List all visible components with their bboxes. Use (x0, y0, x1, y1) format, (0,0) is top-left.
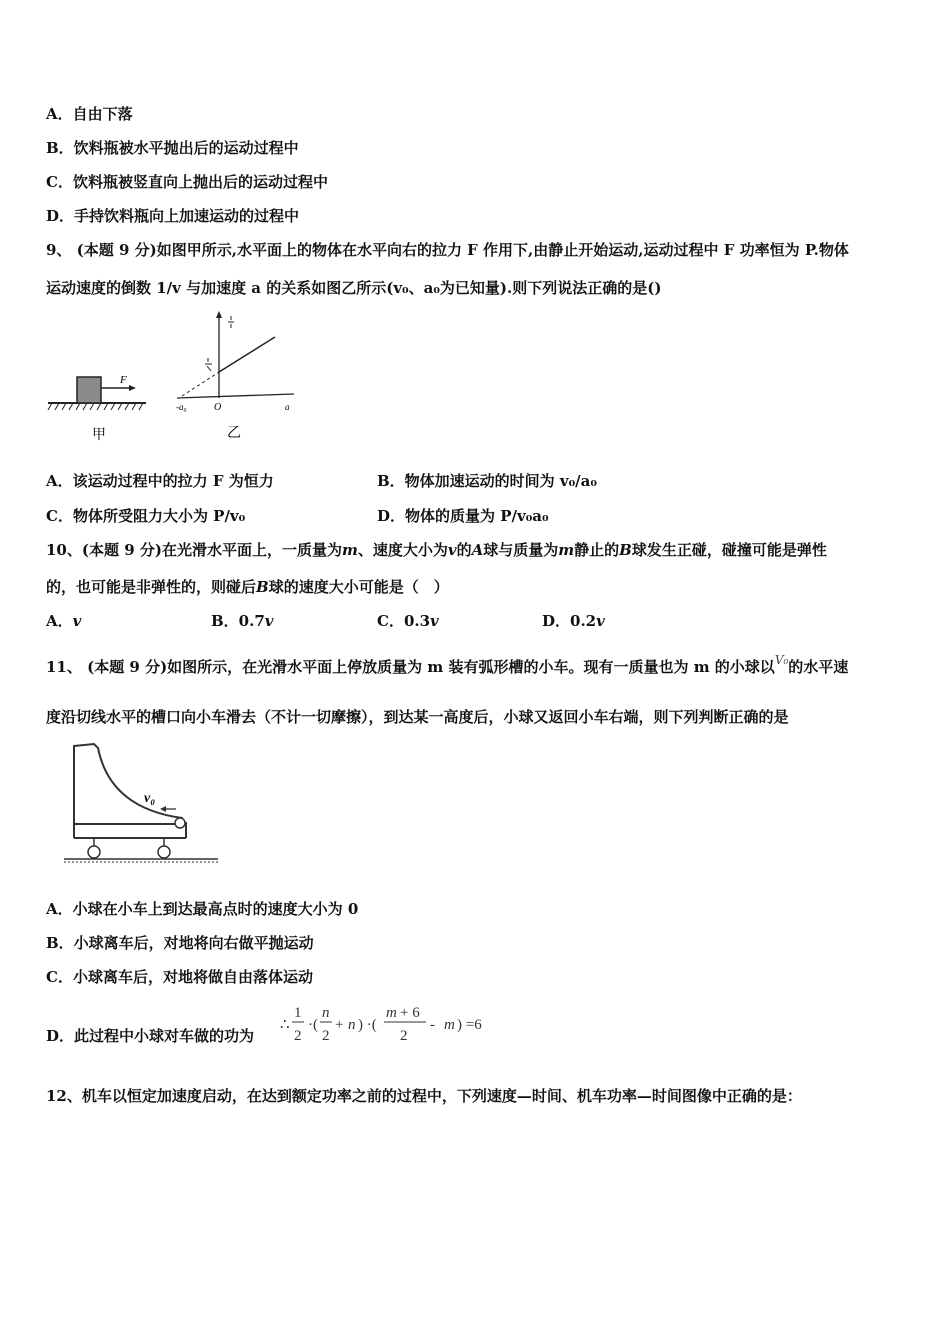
svg-text:2: 2 (400, 1028, 408, 1044)
fig-jia-caption: 甲 (92, 428, 106, 443)
q9-option-a: A．该运动过程中的拉力 F 为恒力 (46, 472, 274, 490)
q10-var-v: v (447, 541, 457, 559)
q10-var-B: B (619, 541, 632, 559)
svg-text:) =6: ) =6 (457, 1017, 482, 1033)
q10-option-a (46, 610, 81, 631)
q10-text-1: 10、(本题 9 分)在光滑水平面上，一质量为 (46, 541, 342, 559)
q11-option-a: A．小球在小车上到达最高点时的速度大小为 0 (46, 900, 359, 918)
q11-var-v0: V₀ (774, 653, 789, 667)
fig-yi-caption: 乙 (227, 426, 241, 441)
svg-text:1: 1 (294, 1005, 302, 1021)
a-axis-label: a (285, 402, 290, 412)
svg-text:+ 6: + 6 (400, 1005, 420, 1021)
v0-label: v₀ (144, 791, 156, 806)
svg-text:·(: ·( (308, 1017, 318, 1033)
q11-option-c: C．小球离车后，对地将做自由落体运动 (46, 968, 313, 986)
q9-option-d: D．物体的质量为 P/v₀a₀ (377, 507, 549, 525)
q10-opt-c-var: v (430, 612, 439, 630)
svg-text:n: n (322, 1005, 330, 1021)
ball-shape (175, 818, 185, 828)
svg-text:∴: ∴ (280, 1017, 290, 1033)
svg-text:m: m (444, 1017, 455, 1033)
svg-text:+: + (335, 1017, 344, 1033)
q8-option-d: D．手持饮料瓶向上加速运动的过程中 (46, 207, 300, 225)
q10-option-d (542, 610, 605, 631)
q10-option-b (211, 610, 274, 631)
q10-stem-line2 (46, 576, 449, 597)
q10-opt-a-label: A． (46, 612, 73, 630)
svg-text:2: 2 (322, 1028, 330, 1044)
q10-opt-c-label: C．0.3 (377, 612, 431, 630)
q10-var-A: A (471, 541, 484, 559)
q11-cart-figure (62, 738, 222, 866)
q10-var-m: m (341, 541, 358, 559)
q8-option-a: A．自由下落 (46, 105, 133, 123)
q10-text-7: 的，也可能是非弹性的，则碰后 (46, 578, 257, 596)
q10-text-6: 球发生正碰，碰撞可能是弹性 (631, 541, 827, 559)
force-label: F (120, 374, 127, 386)
svg-text:n: n (348, 1017, 356, 1033)
q11-text-2: 的水平速 (788, 658, 849, 676)
svg-text:2: 2 (294, 1028, 302, 1044)
q10-stem-line1 (46, 539, 827, 560)
q10-opt-d-var: v (596, 612, 605, 630)
q10-opt-d-label: D．0.2 (542, 612, 597, 630)
q10-opt-b-var: v (264, 612, 274, 630)
q10-opt-b-label: B．0.7 (211, 612, 265, 630)
q11-stem-line2: 度沿切线水平的槽口向小车滑去（不计一切摩擦），到达某一高度后，小球又返回小车右端，则下列判断正确的是 (46, 708, 789, 726)
q10-var-m2: m (558, 541, 575, 559)
q9-figure-yi (172, 310, 307, 445)
q10-text-3: 的 (456, 541, 472, 559)
q11-formula (278, 1000, 498, 1050)
origin-label: O (214, 402, 222, 413)
q10-option-c (377, 610, 439, 631)
block-shape (77, 377, 101, 403)
q9-option-b: B．物体加速运动的时间为 v₀/a₀ (377, 472, 597, 490)
q12-stem: 12、机车以恒定加速度启动，在达到额定功率之前的过程中，下列速度—时间、机车功率—时间图像中正确的是： (46, 1087, 802, 1105)
q11-option-d: D．此过程中小球对车做的功为 (46, 1027, 255, 1045)
neg-a0-label: -a₀ (176, 402, 187, 412)
q9-stem-line1: 9、 (本题 9 分)如图甲所示,水平面上的物体在水平向右的拉力 F 作用下,由静止开始运动,运动过程中 F 功率恒为 P.物体 (46, 241, 849, 259)
q10-text-5: 静止的 (574, 541, 620, 559)
svg-text:-: - (430, 1017, 435, 1033)
q9-stem-line2: 运动速度的倒数 1/v 与加速度 a 的关系如图乙所示(v₀、a₀为已知量).则下列说法正确的是() (46, 279, 662, 297)
q8-option-b: B．饮料瓶被水平抛出后的运动过程中 (46, 139, 299, 157)
svg-text:m: m (386, 1005, 397, 1021)
svg-text:) ·(: ) ·( (358, 1017, 377, 1033)
wheel-right (158, 846, 170, 858)
q10-opt-a-var: v (72, 612, 82, 630)
q11-stem-line1 (46, 653, 849, 677)
q10-var-B2: B (256, 578, 269, 596)
q10-text-8: 球的速度大小可能是（ ） (268, 578, 449, 596)
q8-option-c: C．饮料瓶被竖直向上抛出后的运动过程中 (46, 173, 328, 191)
wheel-left (88, 846, 100, 858)
q10-text-4: 球与质量为 (483, 541, 559, 559)
q11-text-1: 11、 (本题 9 分)如图所示，在光滑水平面上停放质量为 m 装有弧形槽的小车。现有一质量也为 m 的小球以 (46, 658, 775, 676)
q10-text-2: 、速度大小为 (357, 541, 448, 559)
q11-option-b: B．小球离车后，对地将向右做平抛运动 (46, 934, 314, 952)
q9-option-c: C．物体所受阻力大小为 P/v₀ (46, 507, 246, 525)
q9-figure-jia (44, 355, 154, 445)
